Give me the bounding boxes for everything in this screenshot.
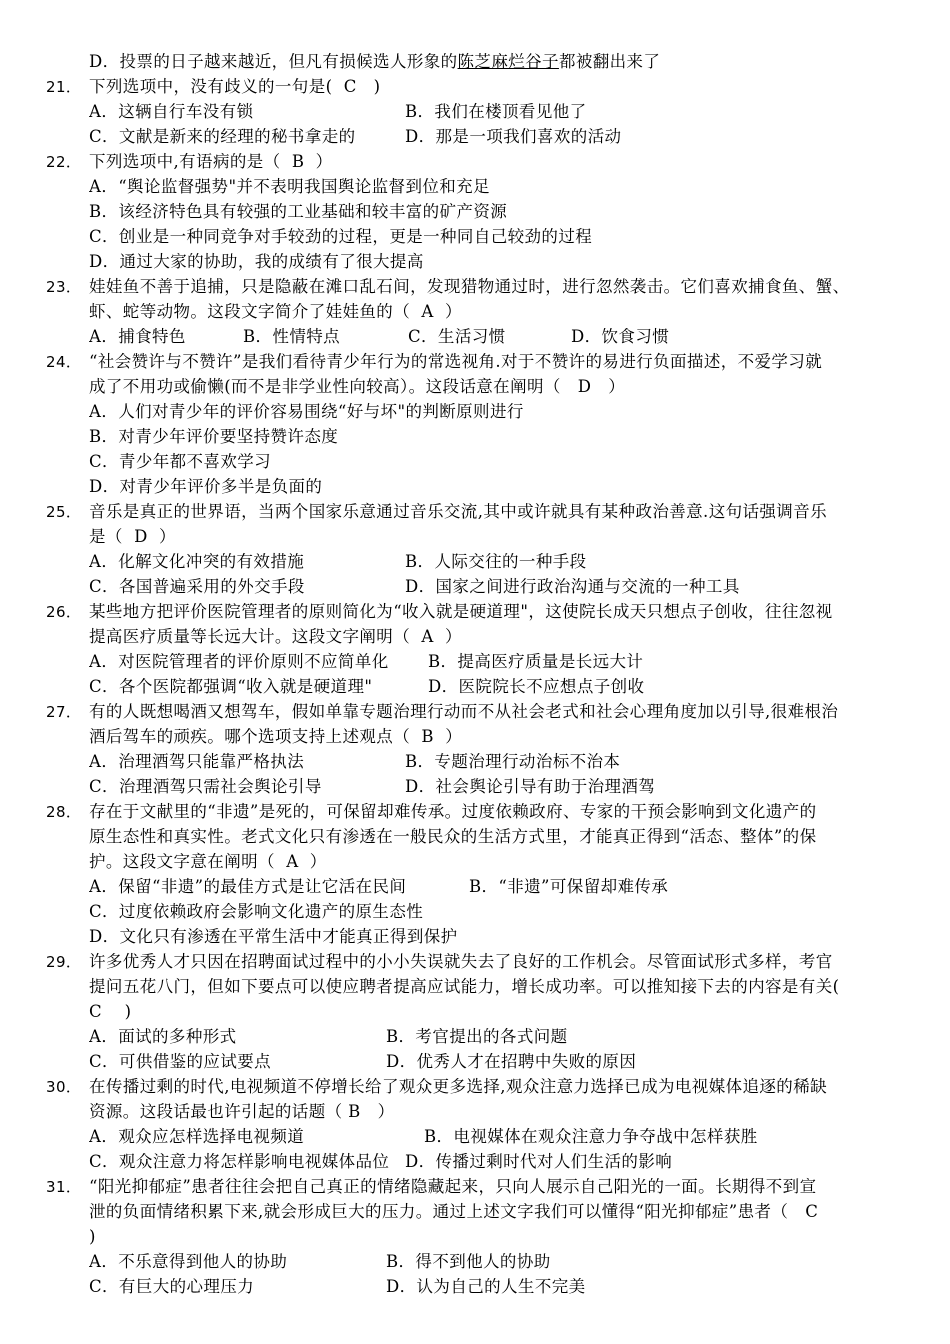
question-number: 31． xyxy=(46,1178,82,1196)
answer-option: A．这辆自行车没有锁 xyxy=(89,102,254,121)
answer-option: A．面试的多种形式 xyxy=(89,1027,237,1046)
question-stem-continued xyxy=(89,999,915,1024)
question-stem-continued xyxy=(89,624,915,649)
answer-option: A．不乐意得到他人的协助 xyxy=(89,1252,288,1271)
answer-option: D．认为自己的人生不完美 xyxy=(386,1277,586,1296)
answer-option: C．治理酒驾只需社会舆论引导 xyxy=(89,777,322,796)
question-stem xyxy=(46,1174,916,1199)
answer-option: B．我们在楼顶看见他了 xyxy=(405,102,587,121)
option-row xyxy=(89,1249,915,1274)
question-stem xyxy=(46,949,916,974)
underlined-phrase: 陈芝麻烂谷子 xyxy=(457,52,559,71)
option-row xyxy=(89,474,915,499)
answer-option: A．观众应怎样选择电视频道 xyxy=(89,1127,305,1146)
question-text: 音乐是真正的世界语，当两个国家乐意通过音乐交流,其中或许就具有某种政治善意.这句话强调音乐 xyxy=(89,502,827,521)
option-row xyxy=(89,199,915,224)
option-row xyxy=(89,574,915,599)
answer-option: C．生活习惯 xyxy=(408,327,506,346)
question-stem-continued xyxy=(89,524,915,549)
answer-option: C．观众注意力将怎样影响电视媒体品位 xyxy=(89,1152,390,1171)
question-text: 在传播过剩的时代,电视频道不停增长给了观众更多选择,观众注意力选择已成为电视媒体追逐的稀缺 xyxy=(89,1077,827,1096)
answer-option: A．治理酒驾只能靠严格执法 xyxy=(89,752,305,771)
option-row xyxy=(89,424,915,449)
question-text: 下列选项中,有语病的是（ B ） xyxy=(89,152,333,171)
question-stem-continued xyxy=(89,374,915,399)
answer-option: D．那是一项我们喜欢的活动 xyxy=(405,127,622,146)
answer-option: B．该经济特色具有较强的工业基础和较丰富的矿产资源 xyxy=(89,202,508,221)
answer-option: B．性情特点 xyxy=(243,327,341,346)
option-row xyxy=(89,99,915,124)
question-text: 许多优秀人才只因在招聘面试过程中的小小失误就失去了良好的工作机会。尽管面试形式多样，考官 xyxy=(89,952,833,971)
option-row xyxy=(89,324,915,349)
option-row xyxy=(89,649,915,674)
answer-option: B．对青少年评价要坚持赞许态度 xyxy=(89,427,339,446)
question-stem xyxy=(46,274,916,299)
question-text: 娃娃鱼不善于追捕，只是隐蔽在滩口乱石间，发现猎物通过时，进行忽然袭击。它们喜欢捕食鱼、蟹、 xyxy=(89,277,850,296)
question-text: 原生态性和真实性。老式文化只有渗透在一般民众的生活方式里，才能真正得到“活态、整体”的保 xyxy=(89,827,817,846)
answer-option: C．各国普遍采用的外交手段 xyxy=(89,577,305,596)
answer-option: B．得不到他人的协助 xyxy=(386,1252,551,1271)
question-number: 27． xyxy=(46,703,82,721)
answer-option: B．人际交往的一种手段 xyxy=(405,552,587,571)
question-stem xyxy=(46,74,916,99)
option-row xyxy=(89,174,915,199)
answer-option: A．“舆论监督强势"并不表明我国舆论监督到位和充足 xyxy=(89,177,490,196)
question-number: 22． xyxy=(46,153,82,171)
question-text: ) xyxy=(89,1227,96,1246)
option-row xyxy=(89,449,915,474)
option-row xyxy=(89,924,915,949)
question-number: 29． xyxy=(46,953,82,971)
answer-option: C．过度依赖政府会影响文化遗产的原生态性 xyxy=(89,902,424,921)
answer-option: C．创业是一种同竞争对手较劲的过程，更是一种同自己较劲的过程 xyxy=(89,227,593,246)
option-row xyxy=(89,1274,915,1299)
answer-option: B．“非遗”可保留却难传承 xyxy=(469,877,669,896)
answer-option: D．对青少年评价多半是负面的 xyxy=(89,477,323,496)
answer-option: D．传播过剩时代对人们生活的影响 xyxy=(405,1152,673,1171)
question-stem-continued xyxy=(89,724,915,749)
question-stem xyxy=(46,799,916,824)
option-row xyxy=(89,249,915,274)
answer-option: A．化解文化冲突的有效措施 xyxy=(89,552,305,571)
question-number: 24． xyxy=(46,353,82,371)
answer-option: C．各个医院都强调“收入就是硬道理" xyxy=(89,677,373,696)
answer-option: A．对医院管理者的评价原则不应简单化 xyxy=(89,652,389,671)
question-text: 虾、蛇等动物。这段文字简介了娃娃鱼的（ A ） xyxy=(89,302,462,321)
answer-option: C．文献是新来的经理的秘书拿走的 xyxy=(89,127,356,146)
answer-option: D．医院院长不应想点子创收 xyxy=(428,677,645,696)
question-stem-continued xyxy=(89,849,915,874)
question-text: “阳光抑郁症”患者往往会把自己真正的情绪隐藏起来，只向人展示自己阳光的一面。长期得不到宣 xyxy=(89,1177,817,1196)
question-stem xyxy=(46,149,916,174)
answer-option: D．文化只有渗透在平常生活中才能真正得到保护 xyxy=(89,927,458,946)
question-text: 提高医疗质量等长远大计。这段文字阐明（ A ） xyxy=(89,627,462,646)
question-text: 资源。这段话最也许引起的话题（ B ） xyxy=(89,1102,395,1121)
question-text: 泄的负面情绪积累下来,就会形成巨大的压力。通过上述文字我们可以懂得“阳光抑郁症”患者（ C xyxy=(89,1202,819,1221)
question-text: 护。这段文字意在阐明（ A ） xyxy=(89,852,327,871)
answer-option: D．社会舆论引导有助于治理酒驾 xyxy=(405,777,656,796)
question-stem-continued xyxy=(89,974,915,999)
question-text: 有的人既想喝酒又想驾车，假如单靠专题治理行动而不从社会老式和社会心理角度加以引导,很难根治 xyxy=(89,702,839,721)
question-number: 25． xyxy=(46,503,82,521)
option-row xyxy=(89,1024,915,1049)
question-text: 存在于文献里的“非遗”是死的，可保留却难传承。过度依赖政府、专家的干预会影响到文化遗产的 xyxy=(89,802,817,821)
answer-option: A．保留“非遗”的最佳方式是让它活在民间 xyxy=(89,877,407,896)
answer-option: D．饮食习惯 xyxy=(571,327,670,346)
question-number: 30． xyxy=(46,1078,82,1096)
question-text: 某些地方把评价医院管理者的原则简化为“收入就是硬道理"，这使院长成天只想点子创收，往往忽视 xyxy=(89,602,833,621)
answer-option: B．电视媒体在观众注意力争夺战中怎样获胜 xyxy=(424,1127,758,1146)
question-number: 28． xyxy=(46,803,82,821)
question-stem-continued xyxy=(89,1099,915,1124)
answer-option: A．捕食特色 xyxy=(89,327,186,346)
answer-option: D．优秀人才在招聘中失败的原因 xyxy=(386,1052,637,1071)
option-row xyxy=(89,674,915,699)
answer-option: B．专题治理行动治标不治本 xyxy=(405,752,621,771)
answer-option: C．青少年都不喜欢学习 xyxy=(89,452,272,471)
answer-option: D．通过大家的协助，我的成绩有了很大提高 xyxy=(89,252,424,271)
option-row xyxy=(89,1149,915,1174)
answer-option: C．可供借鉴的应试要点 xyxy=(89,1052,272,1071)
question-stem-continued xyxy=(89,1224,915,1249)
question-stem-continued xyxy=(89,824,915,849)
option-row xyxy=(89,124,915,149)
question-text: 酒后驾车的顽疾。哪个选项支持上述观点（ B ） xyxy=(89,727,463,746)
question-stem-continued xyxy=(89,1199,915,1224)
option-row xyxy=(89,749,915,774)
answer-option: D．国家之间进行政治沟通与交流的一种工具 xyxy=(405,577,740,596)
answer-option: B．提高医疗质量是长远大计 xyxy=(428,652,644,671)
question-text: “社会赞许与不赞许”是我们看待青少年行为的常选视角.对于不赞许的易进行负面描述，不爱学习就 xyxy=(89,352,823,371)
option-row xyxy=(89,874,915,899)
answer-option: B．考官提出的各式问题 xyxy=(386,1027,568,1046)
question-stem-continued xyxy=(89,299,915,324)
question-number: 26． xyxy=(46,603,82,621)
question-number: 23． xyxy=(46,278,82,296)
question-stem xyxy=(46,599,916,624)
question-text: 下列选项中，没有歧义的一句是( C ) xyxy=(89,77,381,96)
question-text: 提问五花八门，但如下要点可以使应聘者提高应试能力，增长成功率。可以推知接下去的内容是有关( xyxy=(89,977,840,996)
question-number: 21． xyxy=(46,78,82,96)
option-row xyxy=(89,1049,915,1074)
question-stem xyxy=(46,699,916,724)
question-stem xyxy=(46,349,916,374)
option-row xyxy=(89,399,915,424)
option-row xyxy=(89,224,915,249)
question-text: C ) xyxy=(89,1002,132,1021)
option-row xyxy=(89,1124,915,1149)
question-text: 是（ D ） xyxy=(89,527,176,546)
option-row xyxy=(89,549,915,574)
question-stem xyxy=(46,1074,916,1099)
question-20-option-d: D．投票的日子越来越近，但凡有损候选人形象的陈芝麻烂谷子都被翻出来了 xyxy=(89,52,661,71)
question-text: 成了不用功或偷懒(而不是非学业性向较高）。这段话意在阐明（ D ） xyxy=(89,377,626,396)
option-row xyxy=(89,899,915,924)
answer-option: A．人们对青少年的评价容易围绕“好与坏"的判断原则进行 xyxy=(89,402,524,421)
option-row xyxy=(89,774,915,799)
answer-option: C．有巨大的心理压力 xyxy=(89,1277,255,1296)
question-stem xyxy=(46,499,916,524)
